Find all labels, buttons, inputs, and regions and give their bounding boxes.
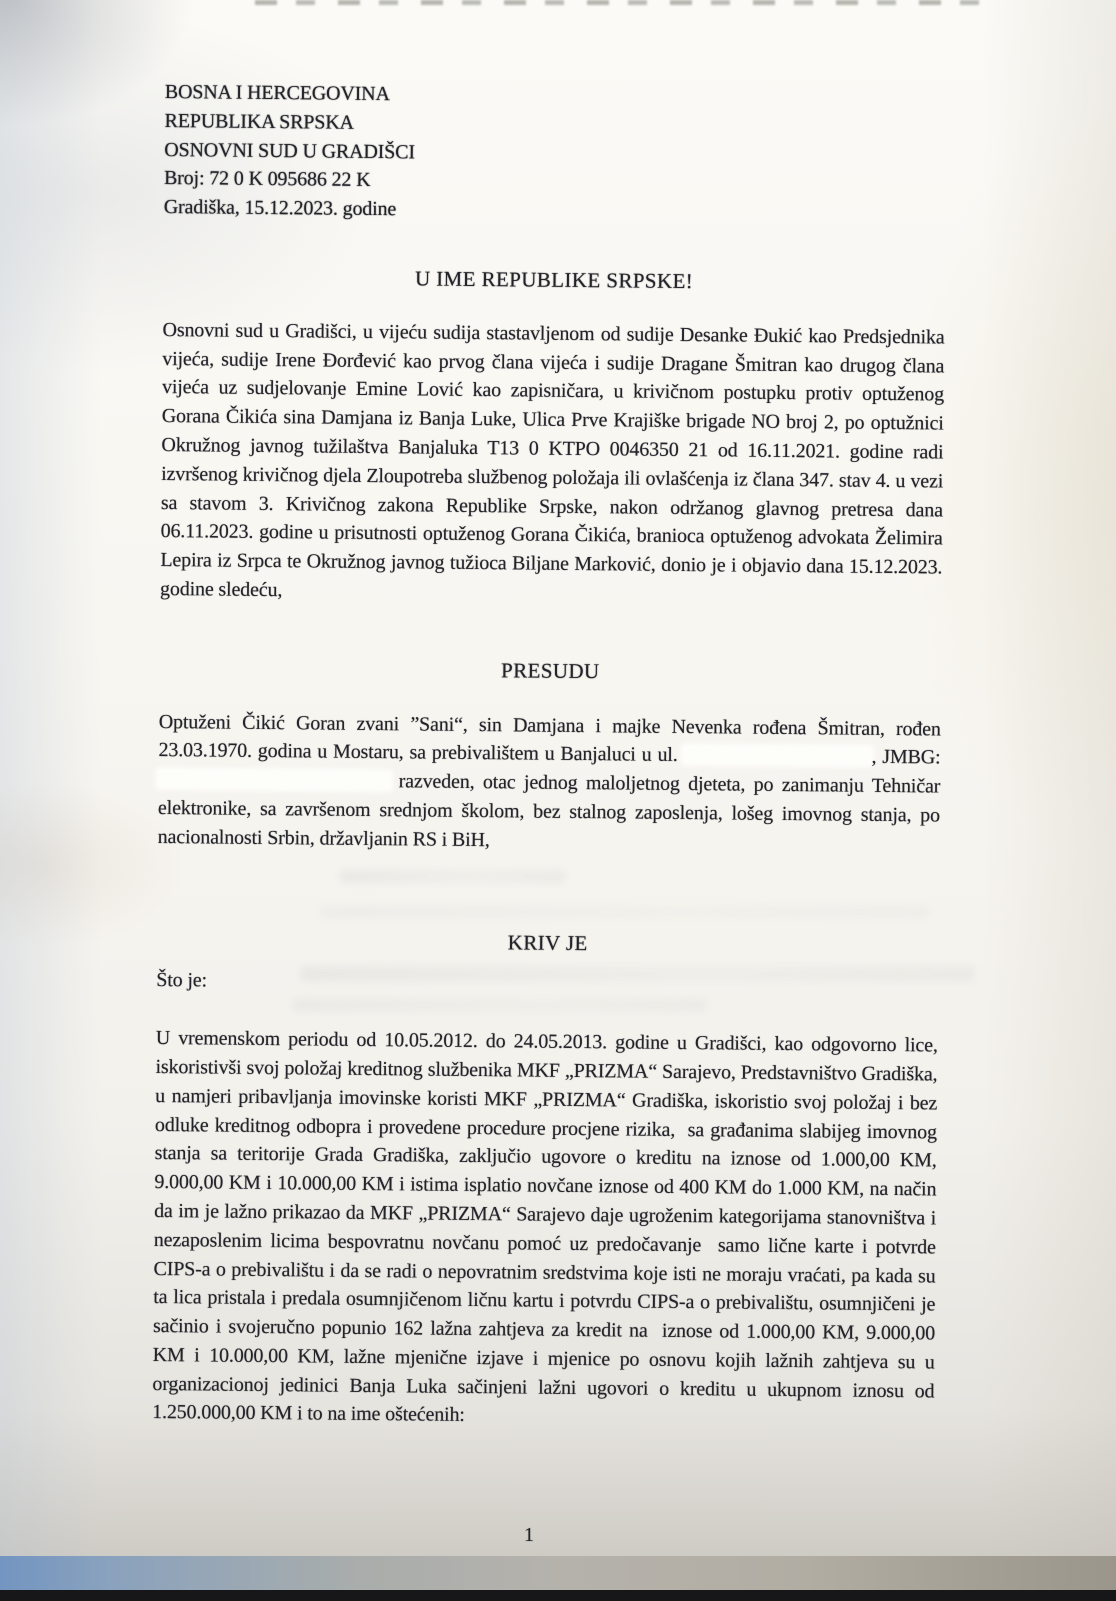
- letterhead-court: OSNOVNI SUD U GRADIŠCI: [164, 138, 416, 163]
- charge-lead: Što je:: [156, 969, 208, 992]
- bleed-through-smudge: [292, 998, 707, 1012]
- defendant-paragraph: [157, 708, 946, 859]
- page-number: 1: [524, 1524, 534, 1546]
- facts-paragraph: U vremenskom periodu od 10.05.2012. do 24.05.2013. godine u Gradišci, kao odgovorno lice, iskoristivši svoj položaj kreditnog službenika MKF „PRIZMA“ Sarajevo, Predstavništvo Gradiška, u namjeri pribavljanja imovinske koristi MKF „PRIZMA“ Gradiška, iskoristio svoj položaj i bez odluke kreditnog odbopra i provedene procedure procjene rizika, sa građanima slabijeg imovnog stanja sa teritorije Grada Gradiška, zaključio ugovore o kreditu na iznose od 1.000,00 KM, 9.000,00 KM i 10.000,00 KM i istima isplatio novčane iznose od 400 KM do 1.000 KM, na način da im je lažno prikazao da MKF „PRIZMA“ Sarajevo daje ugroženim kategorijama stanovništva i nezaposlenim licima bespovratnu novčanu pomoć uz predočavanje samo lične karte i potvrde CIPS-a o prebivalištu i da se radi o nepovratnim sredstvima koje isti ne moraju vraćati, pa kada su ta lica pristala i predala osumnjičenom ličnu kartu i potvrdu CIPS-a o prebivalištu, osumnjičeni je sačinio i svojeručno popunio 162 lažna zahtjeva za kredit na iznose od 1.000,00 KM, 9.000,00 KM i 10.000,00 KM, lažne mjenične izjave i mjenice po osnovu kojih lažnih zahtjeva su u organizacionoj jedinici Banja Luka sačinjeni lažni ugovori o kreditu u ukupnom iznosu od 1.250.000,00 KM i to na ime oštećenih:: [152, 1027, 946, 1427]
- proclamation-title: U IME REPUBLIKE SRPSKE!: [414, 266, 694, 294]
- defendant-text-after: razveden, otac jednog maloljetnog djeteta, po zanimanju Tehničar elektronike, sa završenom srednjom školom, bez stalnog zaposlenja, lošeg imovnog stanja, po nacionalnosti Srbin, državljanin RS i BiH,: [157, 770, 946, 851]
- case-number: Broj: 72 0 K 095686 22 K: [163, 167, 371, 192]
- bleed-through-smudge: [320, 906, 930, 918]
- scan-bottom-edge: [0, 1590, 1116, 1601]
- jmbg-label: , JMBG:: [871, 746, 946, 769]
- guilty-heading: KRIV JE: [507, 929, 588, 955]
- letterhead-country: BOSNA I HERCEGOVINA: [164, 80, 390, 106]
- judgment-heading: PRESUDU: [500, 658, 600, 683]
- bleed-through-smudge: [300, 966, 975, 982]
- redaction-jmbg: [158, 770, 390, 789]
- defendant-text-before: Optuženi Čikić Goran zvani ”Sani“, sin Damjana i majke Nevenka rođena Šmitran, rođen 23.03.1970. godina u Mostaru, sa prebivalištem u Banjaluci u ul.: [158, 710, 946, 767]
- place-and-date: Gradiška, 15.12.2023. godine: [163, 196, 397, 221]
- scan-background-strip: [0, 1556, 1116, 1591]
- scan-top-edge-marks: [255, 0, 985, 5]
- redaction-address: [683, 746, 871, 765]
- bleed-through-smudge: [340, 870, 565, 883]
- letterhead-entity: REPUBLIKA SRPSKA: [164, 109, 355, 134]
- court-letterhead: [164, 78, 947, 229]
- intro-paragraph: Osnovni sud u Gradišci, u vijeću sudija stastavljenom od sudije Desanke Đukić kao Predsjednika vijeća, sudije Irene Đorđević kao prvog člana vijeća i sudije Dragane Šmitran kao drugog člana vijeća uz sudjelovanje Emine Lović kao zapisničara, u krivičnom postupku protiv optuženog Gorana Čikića sina Damjana iz Banja Luke, Ulica Prve Krajiške brigade NO broj 2, po optužnici Okružnog javnog tužilaštva Banjaluka T13 0 KTPO 0046350 21 od 16.11.2021. godine radi izvršenog krivičnog djela Zloupotreba službenog položaja ili ovlašćenja iz člana 347. stav 4. u vezi sa stavom 3. Krivičnog zakona Republike Srpske, nakon održanog glavnog pretresa dana 06.11.2023. godine u prisutnosti optuženog Gorana Čikića, branioca optuženog advokata Želimira Lepira iz Srpca te Okružnog javnog tužioca Biljane Marković, donio je i objavio dana 15.12.2023. godine sledeću,: [159, 318, 950, 602]
- document-body: [152, 78, 950, 1435]
